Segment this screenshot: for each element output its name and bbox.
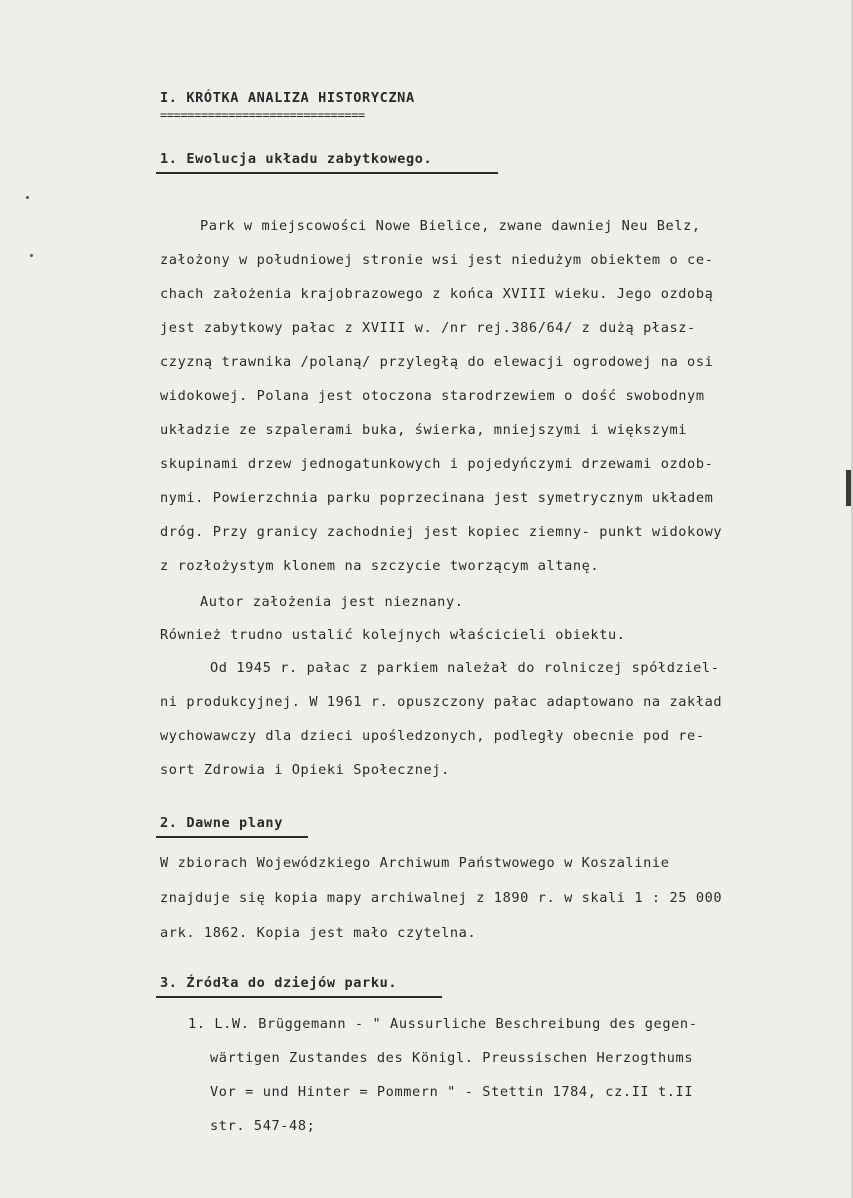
paragraph-line: układzie ze szpalerami buka, świerka, mniejszymi i większymi <box>160 422 688 438</box>
paragraph-line: z rozłożystym klonem na szczycie tworzącym altanę. <box>160 558 600 574</box>
section-underline <box>156 836 308 838</box>
paragraph-line: W zbiorach Wojewódzkiego Archiwum Państwowego w Koszalinie <box>160 855 670 871</box>
paragraph-line: znajduje się kopia mapy archiwalnej z 1890 r. w skali 1 : 25 000 <box>160 890 723 906</box>
source-entry-line: Vor = und Hinter = Pommern " - Stettin 1784, cz.II t.II <box>210 1084 694 1100</box>
paragraph-line: widokowej. Polana jest otoczona starodrzewiem o dość swobodnym <box>160 388 705 404</box>
paragraph-line: Również trudno ustalić kolejnych właścicieli obiektu. <box>160 627 626 643</box>
paragraph-line: nymi. Powierzchnia parku poprzecinana jest symetrycznym układem <box>160 490 714 506</box>
paragraph-line: jest zabytkowy pałac z XVIII w. /nr rej.386/64/ z dużą płasz- <box>160 320 696 336</box>
document-heading: I. KRÓTKA ANALIZA HISTORYCZNA <box>160 90 415 106</box>
section-title: 3. Źródła do dziejów parku. <box>160 975 398 991</box>
section-title: 1. Ewolucja układu zabytkowego. <box>160 151 433 167</box>
paragraph-line: założony w południowej stronie wsi jest niedużym obiektem o ce- <box>160 252 714 268</box>
paragraph-line: Park w miejscowości Nowe Bielice, zwane dawniej Neu Belz, <box>200 218 701 234</box>
source-entry-line: str. 547-48; <box>210 1118 316 1134</box>
paragraph-line: chach założenia krajobrazowego z końca XVIII wieku. Jego ozdobą <box>160 286 714 302</box>
heading-underline: ============================== <box>160 108 365 122</box>
paragraph-line: skupinami drzew jednogatunkowych i pojedyńczymi drzewami ozdob- <box>160 456 714 472</box>
paragraph-line: wychowawczy dla dzieci upośledzonych, podległy obecnie pod re- <box>160 728 705 744</box>
paragraph-line: ark. 1862. Kopia jest mało czytelna. <box>160 925 477 941</box>
paragraph-line: sort Zdrowia i Opieki Społecznej. <box>160 762 450 778</box>
source-entry-line: wärtigen Zustandes des Königl. Preussischen Herzogthums <box>210 1050 694 1066</box>
section-underline <box>156 172 498 174</box>
scan-edge-mark <box>846 470 851 506</box>
paragraph-line: dróg. Przy granicy zachodniej jest kopiec ziemny- punkt widokowy <box>160 524 723 540</box>
paragraph-line: Autor założenia jest nieznany. <box>200 594 464 610</box>
paragraph-line: czyzną trawnika /polaną/ przyległą do elewacji ogrodowej na osi <box>160 354 714 370</box>
paragraph-line: ni produkcyjnej. W 1961 r. opuszczony pałac adaptowano na zakład <box>160 694 723 710</box>
source-entry-line: 1. L.W. Brüggemann - " Aussurliche Beschreibung des gegen- <box>188 1016 698 1032</box>
scan-speck <box>30 254 33 257</box>
section-underline <box>156 996 442 998</box>
section-title: 2. Dawne plany <box>160 815 283 831</box>
paragraph-line: Od 1945 r. pałac z parkiem należał do rolniczej spółdziel- <box>210 660 720 676</box>
scan-speck <box>26 196 29 199</box>
